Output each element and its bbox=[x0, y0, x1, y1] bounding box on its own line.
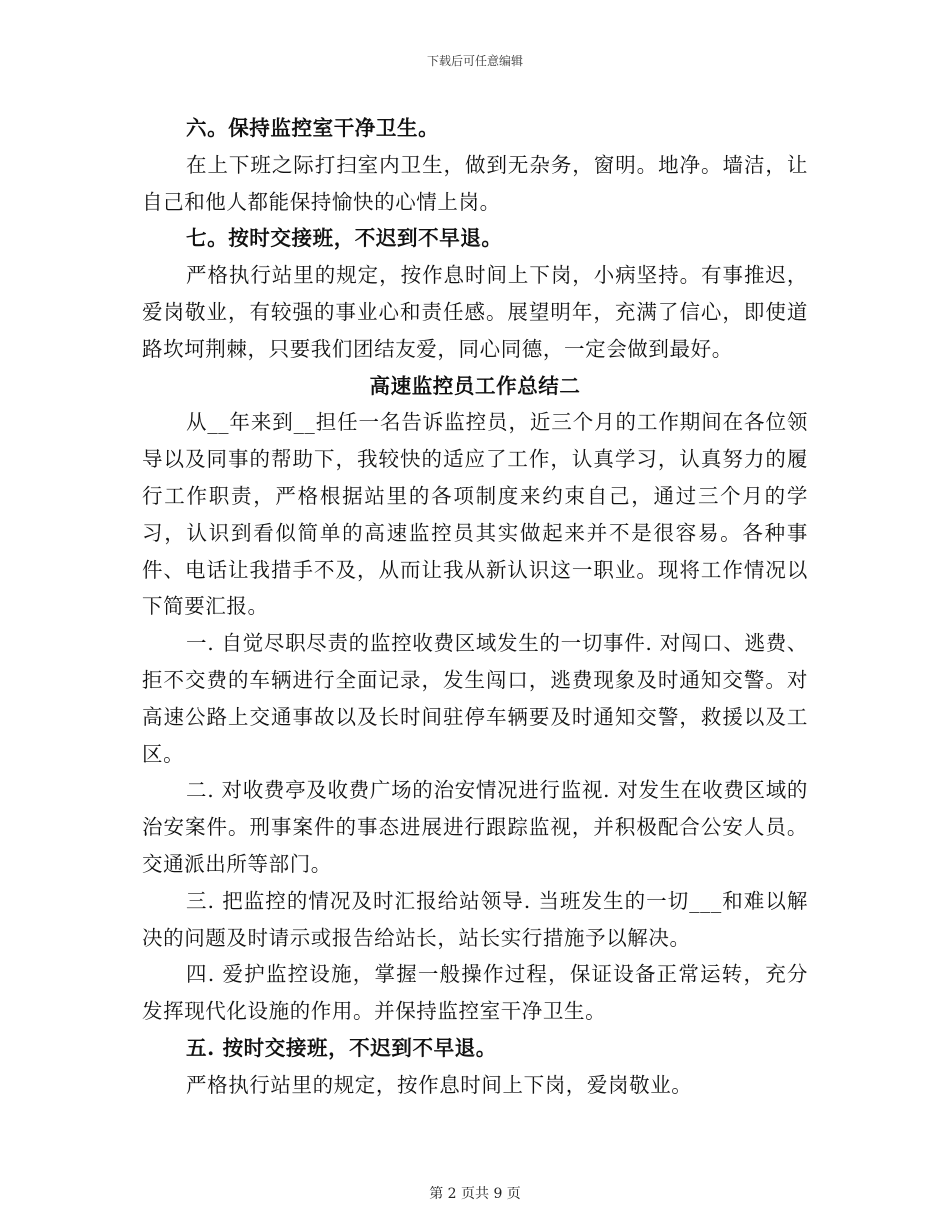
section-heading-5: 五. 按时交接班，不迟到不早退。 bbox=[186, 1035, 497, 1060]
section-heading-6: 六。保持监控室干净卫生。 bbox=[186, 116, 440, 140]
paragraph: 从__年来到__担任一名告诉监控员，近三个月的工作期间在各位领导以及同事的帮助下，我较快的适应了工作，认真学习，认真努力的履行工作职责，严格根据站里的各项制度来约束自己，通过三个月的学习，认识到看似简单的高速监控员其实做起来并不是很容易。各种事件、电话让我措手不及，从而让我从新认识这一职业。现将工作情况以下简要汇报。 bbox=[142, 410, 808, 619]
list-item: 三. 把监控的情况及时汇报给站领导. 当班发生的一切___和难以解决的问题及时请示或报告给站长，站长实行措施予以解决。 bbox=[142, 888, 808, 950]
list-item: 四. 爱护监控设施，掌握一般操作过程，保证设备正常运转，充分发挥现代化设施的作用。并保持监控室干净卫生。 bbox=[142, 962, 808, 1024]
document-body bbox=[142, 110, 808, 1104]
list-item: 二. 对收费亭及收费广场的治安情况进行监视. 对发生在收费区域的治安案件。刑事案件的事态进展进行跟踪监视，并积极配合公安人员。交通派出所等部门。 bbox=[142, 778, 808, 876]
list-item: 一. 自觉尽职尽责的监控收费区域发生的一切事件. 对闯口、逃费、拒不交费的车辆进行全面记录，发生闯口，逃费现象及时通知交警。对高速公路上交通事故以及长时间驻停车辆要及时通知交警，救援以及工区。 bbox=[142, 631, 808, 766]
paragraph: 在上下班之际打扫室内卫生，做到无杂务，窗明。地净。墙洁，让自己和他人都能保持愉快的心情上岗。 bbox=[142, 152, 808, 214]
section-heading-7: 七。按时交接班，不迟到不早退。 bbox=[186, 226, 503, 251]
paragraph: 严格执行站里的规定，按作息时间上下岗，小病坚持。有事推迟，爱岗敬业，有较强的事业心和责任感。展望明年，充满了信心，即使道路坎坷荆棘，只要我们团结友爱，同心同德，一定会做到最好。 bbox=[142, 263, 808, 361]
page-footer: 第 2 页共 9 页 bbox=[429, 1186, 521, 1202]
paragraph: 严格执行站里的规定，按作息时间上下岗，爱岗敬业。 bbox=[186, 1072, 693, 1097]
document-title: 高速监控员工作总结二 bbox=[369, 373, 581, 398]
page-header: 下载后可任意编辑 bbox=[426, 54, 523, 68]
